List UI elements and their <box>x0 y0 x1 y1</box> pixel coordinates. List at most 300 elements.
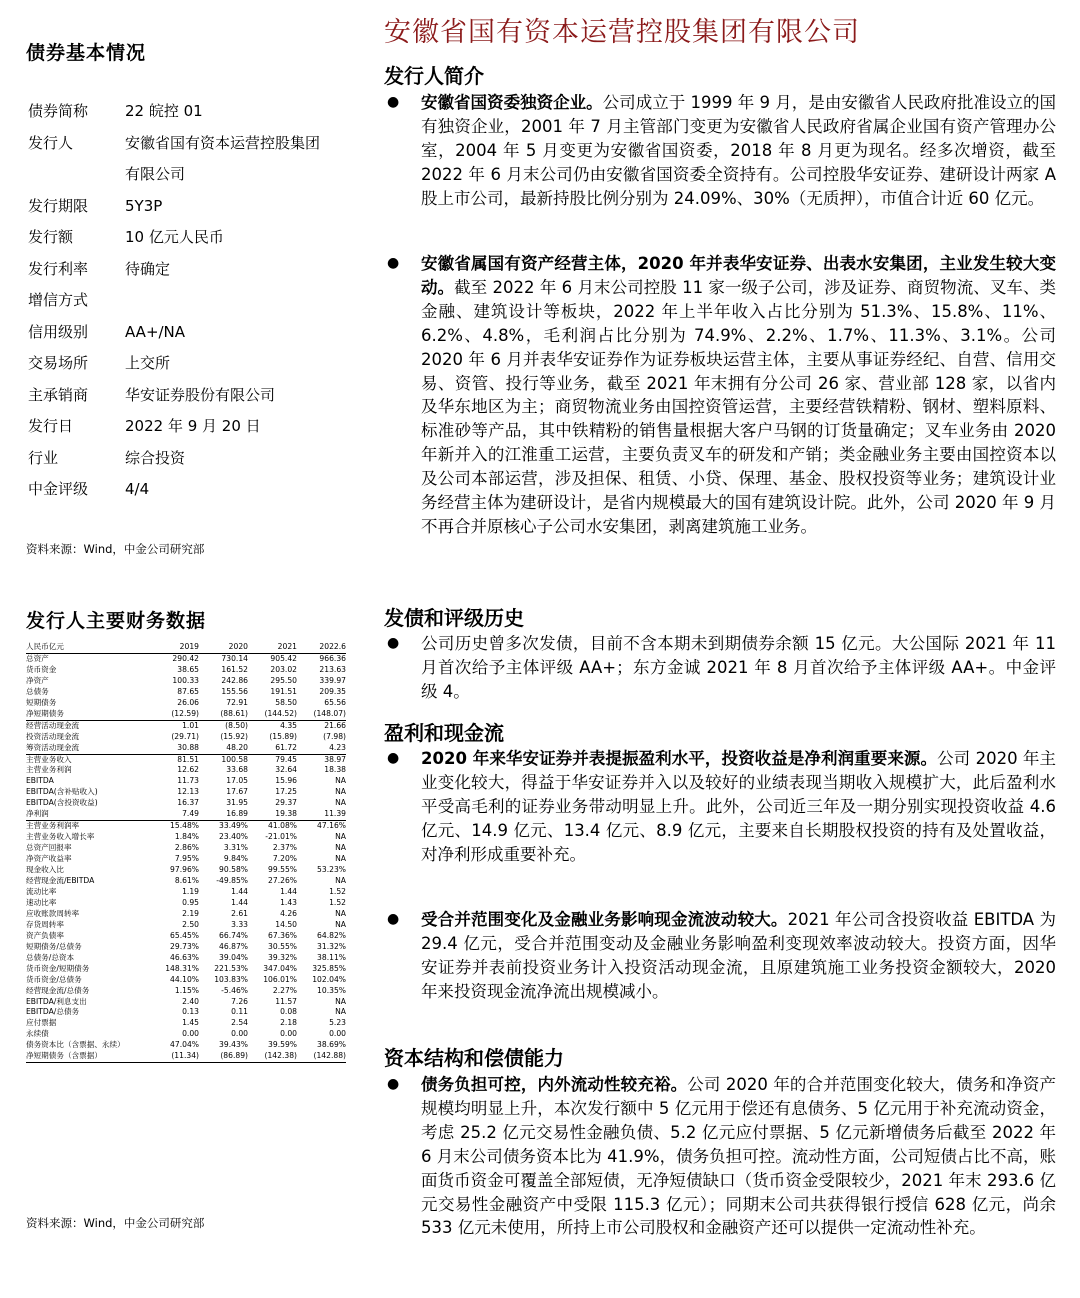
financial-cell: 2.37% <box>272 843 297 853</box>
financial-row-label: 经营活动现金流 <box>26 720 80 730</box>
financial-row <box>26 942 346 953</box>
financial-cell: 17.67 <box>226 787 248 797</box>
financial-cell: 53.23% <box>317 865 346 875</box>
financial-row-label: 总债务/总资本 <box>26 952 75 962</box>
financial-cell: 79.45 <box>275 754 297 764</box>
bond-info-value: 华安证券股份有限公司 <box>125 385 276 404</box>
financial-cell: 38.97 <box>324 754 346 764</box>
financial-cell: 23.40% <box>219 832 248 842</box>
financial-cell: 39.59% <box>268 1040 297 1050</box>
financial-cell: 2.27% <box>272 985 297 995</box>
bullet-lead: 2020 年来华安证券并表提振盈利水平，投资收益是净利润重要来源。 <box>421 749 938 768</box>
bond-info-key: 发行期限 <box>28 196 89 215</box>
financial-row-label: EBITDA(含补贴收入) <box>26 787 98 797</box>
bond-info-row <box>28 474 346 506</box>
financial-cell: 4.26 <box>280 908 297 918</box>
financial-row <box>26 975 346 986</box>
bond-info-row <box>28 159 346 191</box>
financial-cell: 41.08% <box>268 821 297 831</box>
bond-info-key: 债券简称 <box>28 102 89 120</box>
financial-cell: 17.05 <box>226 776 248 786</box>
financial-cell: 191.51 <box>270 686 297 696</box>
source-note-financial: 资料来源：Wind，中金公司研究部 <box>26 1216 205 1230</box>
financial-cell: 1.19 <box>182 886 199 896</box>
bullet-lead: 债务负担可控，内外流动性较充裕。 <box>421 1075 688 1094</box>
financial-cell: 12.13 <box>177 787 199 797</box>
financial-cell: NA <box>335 832 346 842</box>
financial-cell: (148.07) <box>297 709 346 720</box>
financial-row-label: 经营现金流/总债务 <box>26 985 90 995</box>
financial-row <box>26 854 346 865</box>
financial-cell: -21.01% <box>265 832 297 842</box>
financial-cell: NA <box>335 919 346 929</box>
financial-cell: 213.63 <box>319 664 346 674</box>
financial-cell: 148.31% <box>165 963 199 973</box>
financial-cell: 102.04% <box>312 974 346 984</box>
bullet-body: 公司 2020 年的合并范围变化较大，债务和净资产规模均明显上升，本次发行额中 5 亿元用于偿还有息债务、5 亿元用于补充流动资金，考虑 25.2 亿元交易性金融负债、5.2 亿元应付票据、5 亿元新增债务后截至 2022 年 6 月末公司债务资本比为 41.9%，债务负担可控。流动性方面，公司短债占比不高，账面货币资金可覆盖全部短债，无净短债缺口（货币资金受限较少，2021 年末 293.6 亿元交易性金融资产中受限 115.3 亿元）；同期末公司共获得银行授信 628 亿元，尚余 533 亿元未使用，所持上市公司股权和金融资产还可以提供一定流动性补充。 <box>421 1075 1057 1238</box>
financial-row <box>26 653 346 664</box>
financial-cell: 2.19 <box>182 908 199 918</box>
financial-row <box>26 931 346 942</box>
financial-row-label: 资产负债率 <box>26 930 64 940</box>
financial-cell: 295.50 <box>270 675 297 685</box>
financial-cell: 100.33 <box>172 675 199 685</box>
bond-info-key: 发行日 <box>28 417 74 435</box>
section-heading-issuer-profile: 发行人简介 <box>384 64 484 88</box>
financial-row <box>26 1018 346 1029</box>
financial-cell: 0.11 <box>231 1007 248 1017</box>
bullet-body: 公司 2020 年主业变化较大，得益于华安证券并入以及较好的业绩表现当期收入规模扩大，此后盈利水平受高毛利的证券业务带动明显上升。此外，公司近三年及一期分别实现投资收益 4.6 亿元、14.9 亿元、13.4 亿元、8.9 亿元，主要来自长期股权投资的持有及处置收益，对净利形成重要补充。 <box>421 749 1056 864</box>
financial-row <box>26 754 346 765</box>
financial-row-label: 短期债务/总债务 <box>26 941 82 951</box>
financial-cell: 90.58% <box>219 865 248 875</box>
financial-row <box>26 953 346 964</box>
bullet-profitability <box>384 747 1056 867</box>
financial-cell: NA <box>335 776 346 786</box>
financial-cell: 15.48% <box>170 821 199 831</box>
financial-cell: 0.00 <box>329 1029 346 1039</box>
financial-cell: 33.49% <box>219 821 248 831</box>
bullet-dot-icon: ● <box>387 94 400 110</box>
financial-row-label: 经营现金流/EBITDA <box>26 876 95 886</box>
financial-table-header <box>26 642 346 653</box>
bond-info-value: 4/4 <box>125 480 150 498</box>
financial-cell: (86.89) <box>199 1051 248 1062</box>
financial-row <box>26 832 346 843</box>
financial-cell: 65.56 <box>324 697 346 707</box>
financial-row-label: 净资产收益率 <box>26 854 72 864</box>
financial-cell: 1.44 <box>231 886 248 896</box>
financial-cell: 65.45% <box>170 930 199 940</box>
financial-row-label: 应收账款周转率 <box>26 908 80 918</box>
financial-cell: NA <box>335 798 346 808</box>
bullet-body: 公司历史曾多次发债，目前不含本期未到期债券余额 15 亿元。大公国际 2021 年 11 月首次给予主体评级 AA+；东方金诚 2021 年 8 月首次给予主体评级 AA+。中金评级 4。 <box>421 634 1056 701</box>
financial-cell: 7.95% <box>174 854 199 864</box>
bond-info-key: 增信方式 <box>28 291 89 309</box>
financial-cell: NA <box>335 1007 346 1017</box>
financial-cell: 46.63% <box>170 952 199 962</box>
financial-cell: 325.85% <box>312 963 346 973</box>
financial-cell: (8.50) <box>225 720 248 730</box>
bond-info-value: 5Y3P <box>125 196 163 215</box>
financial-cell: 16.37 <box>177 798 199 808</box>
financial-cell: 10.35% <box>317 985 346 995</box>
financial-cell: 905.42 <box>270 653 297 663</box>
financial-row <box>26 909 346 920</box>
financial-cell: 81.51 <box>177 754 199 764</box>
bullet-issuance-history <box>384 632 1056 704</box>
bond-info-key: 信用级别 <box>28 322 89 341</box>
financial-cell: 161.52 <box>221 664 248 674</box>
financial-cell: 30.88 <box>150 743 199 754</box>
bond-info-value <box>125 285 346 317</box>
financial-cell: 39.32% <box>268 952 297 962</box>
financial-row-label: 净短期债务 <box>26 709 150 720</box>
financial-row <box>26 765 346 776</box>
bond-info-value: 10 亿元人民币 <box>125 228 224 246</box>
financial-row-label: 现金收入比 <box>26 865 64 875</box>
financial-row <box>26 821 346 832</box>
financial-cell: 4.35 <box>280 720 297 730</box>
bullet-issuer-business <box>384 252 1056 539</box>
financial-cell: 47.04% <box>170 1040 199 1050</box>
financial-cell: 58.50 <box>275 697 297 707</box>
financial-cell: 48.20 <box>199 743 248 754</box>
financial-row <box>26 1040 346 1051</box>
financial-cell: 1.44 <box>280 886 297 896</box>
company-title: 安徽省国有资本运营控股集团有限公司 <box>384 17 860 48</box>
financial-row <box>26 964 346 975</box>
financial-header-cell: 2021 <box>277 642 297 651</box>
financial-row-label: 主营业务利润率 <box>26 821 80 831</box>
financial-row-label: 净利润 <box>26 809 150 820</box>
financial-cell: 2.40 <box>182 996 199 1006</box>
financial-cell: 39.04% <box>219 952 248 962</box>
source-note-bond: 资料来源：Wind，中金公司研究部 <box>26 542 205 556</box>
financial-row-label: 应付票据 <box>26 1018 57 1028</box>
financial-cell: 0.00 <box>231 1029 248 1039</box>
financial-cell: 66.74% <box>219 930 248 940</box>
financial-cell: NA <box>335 908 346 918</box>
financial-row <box>26 997 346 1008</box>
bullet-body: 2021 年公司含投资收益 EBITDA 为 29.4 亿元，受合并范围变动及金融业务影响盈利变现效率波动较大。投资方面，因华安证券并表前投资业务计入投资活动现金流，且原建筑施工业务投资金额较大，2020 年来投资现金流净流出规模减小。 <box>421 910 1057 1001</box>
financial-cell: 106.01% <box>263 974 297 984</box>
financial-cell: 0.00 <box>280 1029 297 1039</box>
bullet-issuer-ownership <box>384 91 1056 211</box>
bond-info-row <box>28 96 346 128</box>
bond-info-key: 行业 <box>28 448 59 467</box>
financial-cell: 67.36% <box>268 930 297 940</box>
financial-row <box>26 986 346 997</box>
bond-info-row <box>28 443 346 475</box>
financial-cell: -49.85% <box>216 876 248 886</box>
financial-cell: 29.73% <box>170 941 199 951</box>
financial-cell: 103.83% <box>214 974 248 984</box>
bullet-lead: 安徽省国资委独资企业。 <box>421 93 603 112</box>
financial-cell: 11.39 <box>297 809 346 820</box>
financial-cell: 17.25 <box>275 787 297 797</box>
financial-cell: 31.32% <box>317 941 346 951</box>
financial-cell: 7.26 <box>231 996 248 1006</box>
financial-row <box>26 865 346 876</box>
financial-data-title: 发行人主要财务数据 <box>26 610 207 632</box>
bond-info-row <box>28 128 346 160</box>
financial-cell: 15.96 <box>275 776 297 786</box>
financial-cell: 221.53% <box>214 963 248 973</box>
financial-row-label: 总债务 <box>26 686 49 696</box>
financial-cell: (88.61) <box>199 709 248 720</box>
financial-cell: 730.14 <box>221 653 248 663</box>
bond-info-value: 2022 年 9 月 20 日 <box>125 417 261 435</box>
financial-header-cell: 人民币亿元 <box>26 642 64 651</box>
financial-row-label: 筹资活动现金流 <box>26 743 150 754</box>
bond-info-title: 债券基本情况 <box>26 42 147 64</box>
financial-row <box>26 776 346 787</box>
financial-cell: 0.13 <box>182 1007 199 1017</box>
financial-data-table <box>26 642 346 1063</box>
financial-row <box>26 720 346 731</box>
financial-cell: 290.42 <box>172 653 199 663</box>
financial-cell: 155.56 <box>221 686 248 696</box>
financial-cell: (12.59) <box>150 709 199 720</box>
financial-cell: 31.95 <box>226 798 248 808</box>
financial-cell: 26.06 <box>177 697 199 707</box>
financial-row <box>26 898 346 909</box>
financial-cell: NA <box>335 876 346 886</box>
financial-cell: 33.68 <box>226 765 248 775</box>
financial-row <box>26 676 346 687</box>
bond-info-key: 发行额 <box>28 228 74 246</box>
bullet-dot-icon: ● <box>387 255 400 271</box>
financial-row-label: 总资产回报率 <box>26 843 72 853</box>
financial-row-label: EBITDA/总债务 <box>26 1007 80 1017</box>
financial-cell: 97.96% <box>170 865 199 875</box>
financial-row-label: 货币资金/总债务 <box>26 974 82 984</box>
financial-row <box>26 809 346 820</box>
financial-row-label: EBITDA/利息支出 <box>26 996 87 1006</box>
bond-info-value: 22 皖控 01 <box>125 102 203 120</box>
bond-info-key: 发行人 <box>28 133 74 152</box>
financial-cell: 242.86 <box>221 675 248 685</box>
financial-row-label: 主营业务收入增长率 <box>26 832 95 842</box>
financial-row-label: 总资产 <box>26 653 49 663</box>
financial-row-label: 短期债务 <box>26 697 57 707</box>
financial-cell: 5.23 <box>329 1018 346 1028</box>
bond-info-value: AA+/NA <box>125 322 186 341</box>
financial-cell: 12.62 <box>177 765 199 775</box>
bond-info-key <box>28 159 125 191</box>
financial-row <box>26 687 346 698</box>
financial-row <box>26 920 346 931</box>
financial-cell: 16.89 <box>199 809 248 820</box>
bond-info-key: 交易场所 <box>28 354 89 372</box>
financial-row <box>26 698 346 709</box>
financial-cell: 100.58 <box>221 754 248 764</box>
bond-info-key: 中金评级 <box>28 480 89 498</box>
financial-cell: 2.61 <box>231 908 248 918</box>
financial-cell: 19.38 <box>248 809 297 820</box>
bond-info-row <box>28 317 346 349</box>
bullet-debt-liquidity <box>384 1073 1056 1240</box>
bond-info-value: 待确定 <box>125 259 171 278</box>
financial-cell: 99.55% <box>268 865 297 875</box>
financial-row <box>26 665 346 676</box>
financial-cell: 339.97 <box>319 675 346 685</box>
bond-info-value: 上交所 <box>125 354 171 372</box>
financial-cell: 44.10% <box>170 974 199 984</box>
bullet-cashflow <box>384 908 1056 1004</box>
financial-cell: (7.98) <box>323 731 346 741</box>
financial-cell: 8.61% <box>174 876 199 886</box>
bond-info-value: 综合投资 <box>125 448 186 467</box>
financial-cell: 29.37 <box>275 798 297 808</box>
financial-row-label: 投资活动现金流 <box>26 731 80 741</box>
financial-row <box>26 798 346 809</box>
financial-cell: 1.45 <box>182 1018 199 1028</box>
financial-cell: 209.35 <box>319 686 346 696</box>
bond-info-row <box>28 285 346 317</box>
financial-cell: 347.04% <box>263 963 297 973</box>
financial-cell: 64.82% <box>317 930 346 940</box>
financial-cell: (11.34) <box>150 1051 199 1062</box>
financial-cell: 38.11% <box>317 952 346 962</box>
financial-cell: 3.33 <box>231 919 248 929</box>
financial-row <box>26 787 346 798</box>
financial-cell: 14.50 <box>275 919 297 929</box>
bullet-dot-icon: ● <box>387 635 400 651</box>
financial-cell: 47.16% <box>317 821 346 831</box>
financial-cell: 61.72 <box>248 743 297 754</box>
financial-cell: 30.55% <box>268 941 297 951</box>
bullet-lead: 受合并范围变化及金融业务影响现金流波动较大。 <box>421 910 788 929</box>
financial-row <box>26 1007 346 1018</box>
financial-row <box>26 1029 346 1040</box>
bond-info-table <box>28 96 346 506</box>
financial-cell: 1.15% <box>174 985 199 995</box>
financial-row-label: 货币资金/短期债务 <box>26 963 90 973</box>
financial-cell: 1.44 <box>231 897 248 907</box>
financial-row-label: 永续债 <box>26 1029 49 1039</box>
financial-row-label: 存货周转率 <box>26 919 64 929</box>
financial-cell: 2.86% <box>174 843 199 853</box>
financial-row-label: 净短期债务（含票据） <box>26 1051 150 1062</box>
financial-row-label: 债务资本比（含票据、永续） <box>26 1040 125 1050</box>
financial-cell: 11.57 <box>275 996 297 1006</box>
financial-row-label: 货币资金 <box>26 664 57 674</box>
bond-info-value: 安徽省国有资本运营控股集团 <box>125 133 321 152</box>
financial-cell: 21.66 <box>324 720 346 730</box>
financial-row <box>26 887 346 898</box>
bond-info-key: 发行利率 <box>28 259 89 278</box>
financial-cell: NA <box>335 996 346 1006</box>
bond-info-value: 有限公司 <box>125 165 186 183</box>
financial-cell: 4.23 <box>297 743 346 754</box>
financial-cell: 1.52 <box>329 886 346 896</box>
financial-cell: 3.31% <box>223 843 248 853</box>
bond-info-row <box>28 348 346 380</box>
bullet-body: 截至 2022 年 6 月末公司控股 11 家一级子公司，涉及证券、商贸物流、叉车、类金融、建筑设计等板块，2022 年上半年收入占比分别为 51.3%、15.8%、11%、6.2%、4.8%，毛利润占比分别为 74.9%、2.2%、1.7%、11.3%、3.1%。公司 2020 年 6 月并表华安证券作为证券板块运营主体，主要从事证券经纪、自营、信用交易、资管、投行等业务，截至 2021 年末拥有分公司 26 家、营业部 128 家，以省内及华东地区为主；商贸物流业务由国控资管运营，主要经营铁精粉、钢材、塑料原料、标准砂等产品，其中铁精粉的销售量根据大客户马钢的订货量确定；叉车业务由 2020 年新并入的江淮重工运营，主要负责叉车的研发和产销；类金融业务主要由国控资本以及公司本部运营，涉及担保、租赁、小贷、保理、基金、股权投资等业务；建筑设计业务经营主体为建研设计，是省内规模最大的国有建筑设计院。此外，公司 2020 年 9 月不再合并原核心子公司水安集团，剥离建筑施工业务。 <box>421 277 1057 536</box>
bond-info-row <box>28 222 346 254</box>
bullet-lead: 安徽省属国有资产经营主体，2020 年并表华安证券、出表水安集团，主业发生较大变动。 <box>421 254 1056 297</box>
financial-cell: 2.18 <box>280 1018 297 1028</box>
financial-row-label: 主营业务收入 <box>26 754 72 764</box>
financial-cell: NA <box>335 787 346 797</box>
financial-row-label: 速动比率 <box>26 897 57 907</box>
financial-cell: 2.50 <box>182 919 199 929</box>
section-heading-profit-cashflow: 盈利和现金流 <box>384 721 504 745</box>
financial-cell: 1.43 <box>280 897 297 907</box>
financial-cell: 39.43% <box>219 1040 248 1050</box>
financial-cell: 9.84% <box>223 854 248 864</box>
bullet-dot-icon: ● <box>387 1076 400 1092</box>
financial-cell: (142.38) <box>248 1051 297 1062</box>
financial-row <box>26 1051 346 1062</box>
financial-cell: (144.52) <box>248 709 297 720</box>
bullet-dot-icon: ● <box>387 750 400 766</box>
financial-header-cell: 2019 <box>179 642 199 651</box>
financial-row-label: 净资产 <box>26 675 49 685</box>
section-heading-issuance-rating: 发债和评级历史 <box>384 606 524 630</box>
financial-cell: 0.95 <box>182 897 199 907</box>
financial-cell: 0.08 <box>280 1007 297 1017</box>
financial-row <box>26 876 346 887</box>
financial-cell: 7.20% <box>272 854 297 864</box>
financial-cell: NA <box>335 854 346 864</box>
financial-cell: 27.26% <box>268 876 297 886</box>
financial-header-cell: 2022.6 <box>319 642 346 651</box>
financial-cell: 32.64 <box>275 765 297 775</box>
bond-info-row <box>28 411 346 443</box>
section-heading-capital-structure: 资本结构和偿债能力 <box>384 1046 564 1070</box>
financial-row-label: EBITDA(含投资收益) <box>26 798 98 808</box>
financial-cell: 1.01 <box>182 720 199 730</box>
financial-cell: 46.87% <box>219 941 248 951</box>
bond-info-row <box>28 254 346 286</box>
financial-cell: (142.88) <box>297 1051 346 1062</box>
financial-cell: NA <box>335 843 346 853</box>
financial-cell: 966.36 <box>319 653 346 663</box>
financial-header-cell: 2020 <box>228 642 248 651</box>
financial-cell: 203.02 <box>270 664 297 674</box>
financial-row <box>26 732 346 743</box>
financial-cell: (15.89) <box>269 731 297 741</box>
financial-cell: 87.65 <box>177 686 199 696</box>
financial-cell: 1.52 <box>329 897 346 907</box>
financial-cell: 0.00 <box>182 1029 199 1039</box>
financial-cell: (15.92) <box>220 731 248 741</box>
financial-row <box>26 843 346 854</box>
financial-row-label: 流动比率 <box>26 886 57 896</box>
financial-cell: 18.38 <box>324 765 346 775</box>
financial-cell: 2.54 <box>231 1018 248 1028</box>
financial-row-label: 主营业务利润 <box>26 765 72 775</box>
financial-row-label: EBITDA <box>26 776 54 786</box>
bullet-dot-icon: ● <box>387 911 400 927</box>
bond-info-key: 主承销商 <box>28 385 89 404</box>
financial-cell: 38.69% <box>317 1040 346 1050</box>
financial-cell: 38.65 <box>177 664 199 674</box>
financial-cell: 1.84% <box>174 832 199 842</box>
financial-cell: -5.46% <box>221 985 248 995</box>
financial-cell: 72.91 <box>226 697 248 707</box>
financial-cell: 7.49 <box>150 809 199 820</box>
financial-row <box>26 743 346 754</box>
bond-info-row <box>28 191 346 223</box>
financial-row <box>26 709 346 720</box>
financial-cell: (29.71) <box>171 731 199 741</box>
financial-cell: 11.73 <box>177 776 199 786</box>
bond-info-row <box>28 380 346 412</box>
